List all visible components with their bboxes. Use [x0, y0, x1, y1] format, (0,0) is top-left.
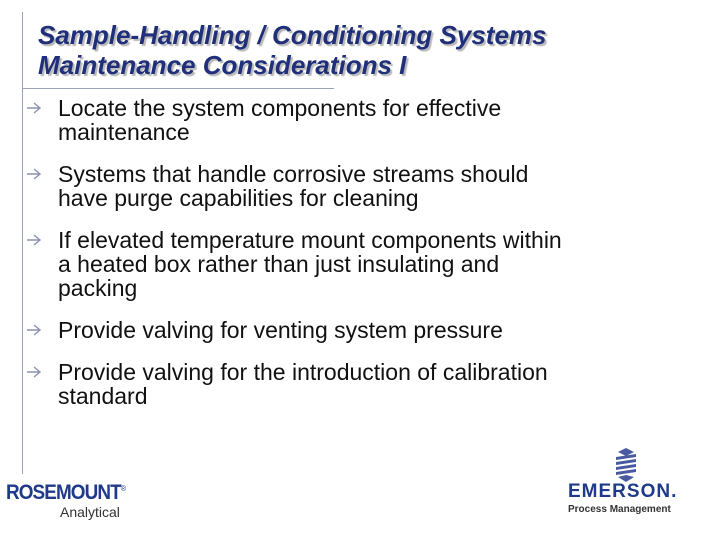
bullet-list — [26, 96, 706, 426]
bullet-line: have purge capabilities for cleaning — [58, 185, 419, 211]
emerson-wordmark: EMERSON. — [568, 481, 678, 502]
bullet-line: If elevated temperature mount components within — [58, 227, 562, 253]
arrow-right-icon — [26, 167, 42, 181]
vertical-rule — [22, 12, 23, 474]
bullet-line: Locate the system components for effective — [58, 95, 502, 121]
bullet-item — [26, 318, 706, 342]
bullet-line: packing — [58, 275, 138, 301]
bullet-line: Provide valving for venting system pressure — [58, 317, 503, 343]
title-line-1: Sample-Handling / Conditioning Systems — [38, 20, 547, 50]
emerson-subtitle: Process Management — [568, 504, 671, 515]
rosemount-brand: ROSEMOUNT — [6, 481, 121, 504]
rosemount-wordmark — [6, 478, 141, 504]
slide-title — [38, 20, 547, 80]
bullet-item — [26, 162, 706, 210]
bullet-line: Provide valving for the introduction of calibration — [58, 359, 548, 385]
bullet-line: standard — [58, 383, 148, 409]
bullet-item — [26, 360, 706, 408]
arrow-right-icon — [26, 323, 42, 337]
registered-mark: ® — [120, 484, 126, 493]
arrow-right-icon — [26, 365, 42, 379]
arrow-right-icon — [26, 233, 42, 247]
bullet-item — [26, 228, 706, 300]
emerson-emblem-icon — [612, 448, 640, 482]
arrow-right-icon — [26, 101, 42, 115]
emerson-logo — [560, 448, 700, 520]
bullet-line: Systems that handle corrosive streams should — [58, 161, 529, 187]
title-line-2: Maintenance Considerations I — [38, 50, 407, 80]
bullet-item — [26, 96, 706, 144]
title-underline-rule — [22, 88, 334, 89]
bullet-line: a heated box rather than just insulating and — [58, 251, 500, 277]
bullet-line: maintenance — [58, 119, 190, 145]
rosemount-subtitle: Analytical — [60, 504, 120, 520]
rosemount-logo — [6, 478, 156, 518]
